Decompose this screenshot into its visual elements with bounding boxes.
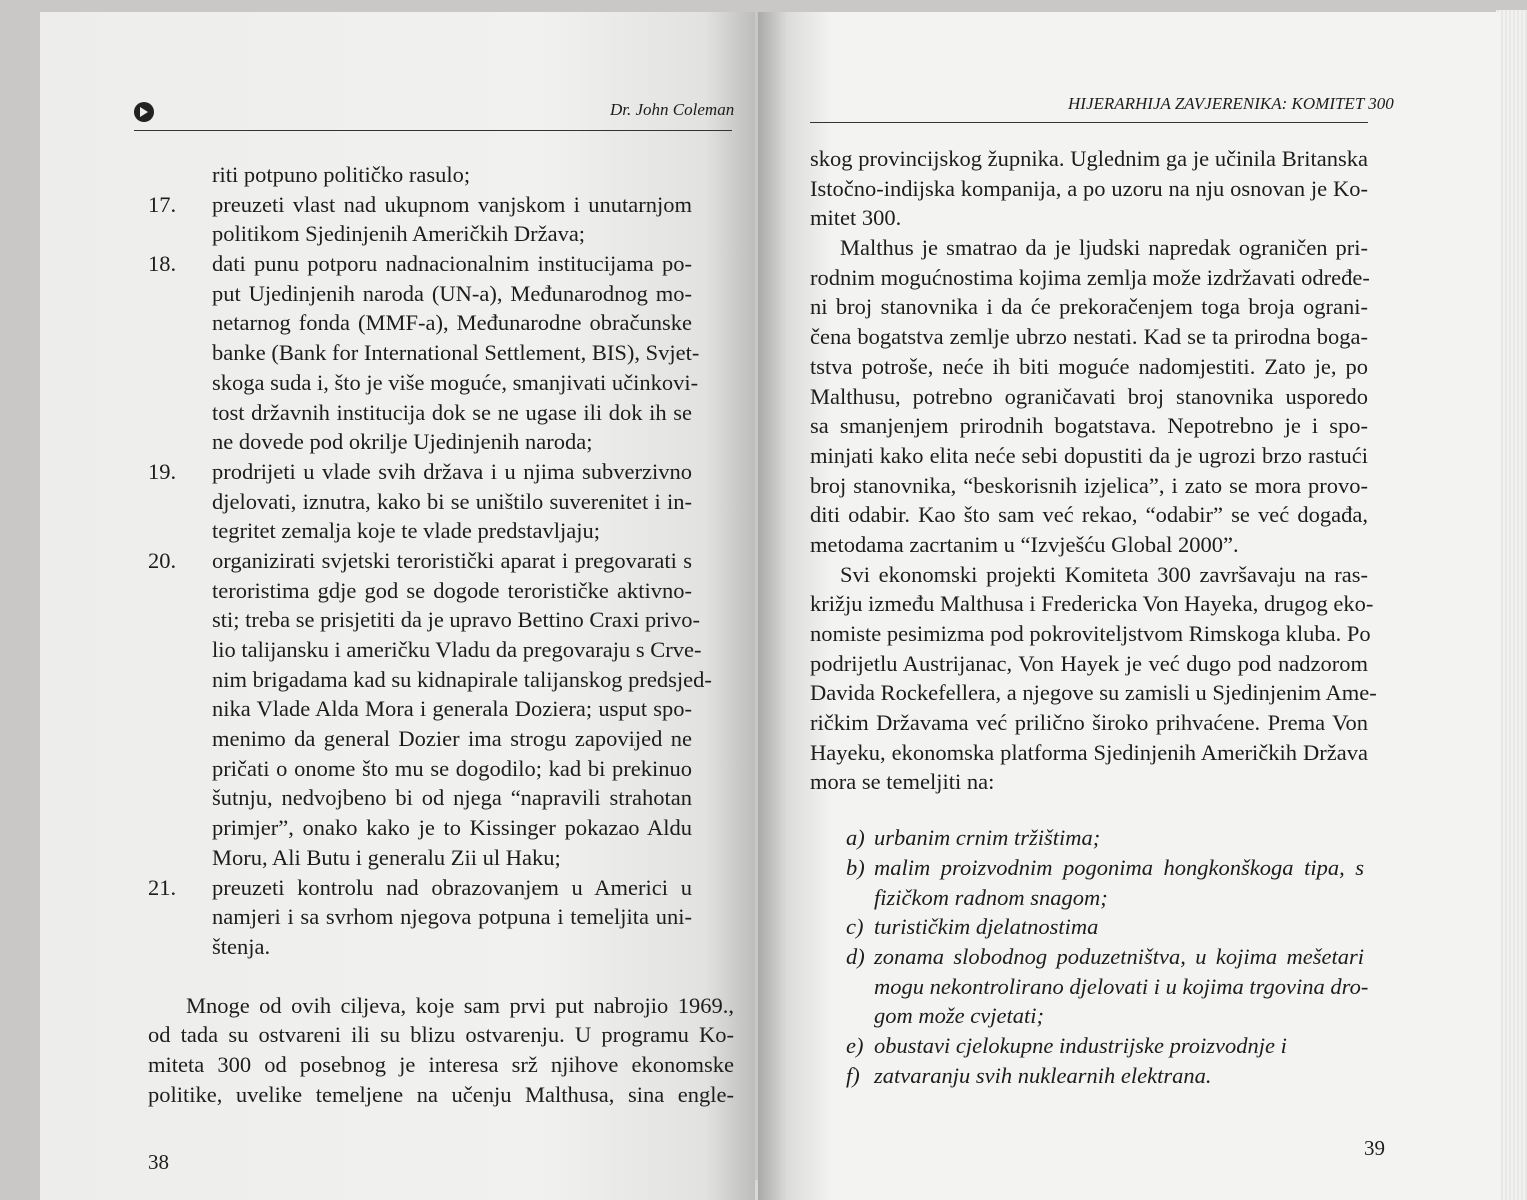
item-line: lio talijansku i američku Vladu da pregovaraju s Crve- bbox=[212, 637, 702, 662]
item-number: 19. bbox=[148, 458, 177, 484]
item-line: nim brigadama kad su kidnapirale talijanskog predsjed- bbox=[212, 666, 712, 692]
continued-line: riti potpuno političko rasulo; bbox=[212, 162, 471, 187]
item-line: turističkim djelatnostima bbox=[874, 914, 1099, 940]
item-line: sti; treba se prisjetiti da je upravo Bettino Craxi privo- bbox=[212, 607, 701, 633]
publisher-logo-icon bbox=[134, 102, 154, 122]
paragraph-line: ričkim Državama već prilično široko prihvaćene. Prema Von bbox=[810, 710, 1368, 736]
page-number-left: 38 bbox=[148, 1150, 169, 1174]
header-rule bbox=[810, 122, 1368, 123]
paragraph-line: mora se temeljiti na: bbox=[810, 769, 995, 795]
item-number: 18. bbox=[148, 251, 177, 277]
item-line: zonama slobodnog poduzetništva, u kojima mešetari bbox=[874, 943, 1364, 969]
list-item bbox=[148, 249, 734, 457]
list-item bbox=[148, 190, 734, 249]
paragraph-line: tstva potroše, neće ih biti moguće nadomjestiti. Zato je, po bbox=[810, 353, 1368, 379]
header-rule bbox=[134, 130, 732, 131]
item-line: gom može cvjetati; bbox=[874, 1003, 1044, 1029]
paragraph-line: Mnoge od ovih ciljeva, koje sam prvi put nabrojio 1969., bbox=[186, 992, 734, 1018]
paragraph-line: miteta 300 od posebnog je interesa srž njihove ekonomske bbox=[148, 1051, 734, 1077]
list-item bbox=[810, 823, 1368, 853]
paragraph-line: križju između Malthusa i Fredericka Von Hayeka, drugog eko- bbox=[810, 591, 1374, 617]
item-line: tost državnih institucija dok se ne ugase ili dok ih se bbox=[212, 399, 692, 425]
page-number-right: 39 bbox=[1364, 1136, 1385, 1160]
paragraph-line: politike, uvelike temeljene na učenju Malthusa, sina engle- bbox=[148, 1081, 734, 1107]
right-paragraphs bbox=[810, 144, 1377, 797]
item-line: put Ujedinjenih naroda (UN-a), Međunarodnog mo- bbox=[212, 280, 692, 306]
list-item bbox=[810, 1031, 1368, 1061]
paragraph-line: Istočno-indijska kompanija, a po uzoru na nju osnovan je Ko- bbox=[810, 175, 1368, 201]
list-item bbox=[148, 546, 734, 873]
item-line: primjer”, onako kako je to Kissinger pokazao Aldu bbox=[212, 815, 692, 841]
list-item bbox=[810, 912, 1368, 942]
paragraph-line: mitet 300. bbox=[810, 205, 902, 231]
paragraph-line: Davida Rockefellera, a njegove su zamisli u Sjedinjenim Ame- bbox=[810, 680, 1377, 706]
paragraph-line: od tada su ostvareni ili su blizu ostvarenju. U programu Ko- bbox=[148, 1022, 734, 1048]
right-body bbox=[810, 144, 1377, 1090]
item-line: tegritet zemalja koje te vlade predstavljaju; bbox=[212, 518, 600, 544]
list-item bbox=[810, 1061, 1368, 1091]
item-line: organizirati svjetski teroristički aparat i pregovarati s bbox=[212, 547, 692, 573]
item-number: 21. bbox=[148, 874, 177, 900]
item-line: prodrijeti u vlade svih država i u njima subverzivno bbox=[212, 458, 692, 484]
item-line: obustavi cjelokupne industrijske proizvodnje i bbox=[874, 1032, 1287, 1058]
numbered-list bbox=[148, 190, 734, 962]
item-letter: d) bbox=[846, 943, 865, 969]
item-line: mogu nekontrolirano djelovati i u kojima trgovina dro- bbox=[874, 973, 1369, 999]
item-line: menimo da general Dozier ima strogu zapovijed ne bbox=[212, 726, 692, 752]
item-line: politikom Sjedinjenih Američkih Država; bbox=[212, 221, 586, 247]
paragraph-line: diti odabir. Kao što sam već rekao, “odabir” se već događa, bbox=[810, 502, 1368, 528]
item-line: djelovati, iznutra, kako bi se uništilo suverenitet i in- bbox=[212, 488, 692, 514]
paragraph-line: minjati kako elita neće sebi dopustiti da je ugrozi brzo rastući bbox=[810, 442, 1368, 468]
item-line: namjeri i sa svrhom njegova potpuna i temeljita uni- bbox=[212, 904, 692, 930]
item-letter: f) bbox=[846, 1062, 860, 1088]
item-line: urbanim crnim tržištima; bbox=[874, 825, 1101, 851]
item-line: preuzeti vlast nad ukupnom vanjskom i unutarnjom bbox=[212, 191, 692, 217]
paragraph-line: sa smanjenjem prirodnih bogatstava. Nepotrebno je i spo- bbox=[810, 413, 1368, 439]
item-letter: c) bbox=[846, 914, 864, 940]
lettered-list bbox=[810, 823, 1368, 1090]
paragraph-line: podrijetlu Austrijanac, Von Hayek je već dugo pod nadzorom bbox=[810, 650, 1368, 676]
list-item bbox=[148, 457, 734, 546]
paragraph-line: Hayeku, ekonomska platforma Sjedinjenih Američkih Država bbox=[810, 739, 1368, 765]
right-running-header: HIJERARHIJA ZAVJERENIKA: KOMITET 300 bbox=[1068, 94, 1394, 113]
paragraph-line: čena bogatstva zemlje ubrzo nestati. Kad se ta prirodna boga- bbox=[810, 324, 1368, 350]
left-page bbox=[40, 12, 755, 1200]
left-paragraph bbox=[148, 991, 734, 1110]
item-line: štenja. bbox=[212, 933, 271, 959]
item-line: Moru, Ali Butu i generalu Zii ul Haku; bbox=[212, 844, 561, 870]
item-line: skoga suda i, što je više moguće, smanjivati učinkovi- bbox=[212, 369, 699, 395]
item-number: 20. bbox=[148, 547, 177, 573]
item-line: banke (Bank for International Settlement, BIS), Svjet- bbox=[212, 340, 700, 366]
list-item bbox=[148, 873, 734, 962]
paragraph-line: nomiste pesimizma pod pokroviteljstvom Rimskoga kluba. Po bbox=[810, 621, 1371, 646]
item-line: nika Vlade Alda Mora i generala Doziera; usput spo- bbox=[212, 696, 692, 722]
left-running-header: Dr. John Coleman bbox=[610, 100, 735, 119]
paragraph-line: metodama zacrtanim u “Izvješću Global 2000”. bbox=[810, 531, 1239, 557]
item-letter: b) bbox=[846, 854, 865, 880]
page-edges-right bbox=[1496, 10, 1527, 1200]
list-item bbox=[810, 942, 1368, 1031]
paragraph-line: rodnim mogućnostima kojima zemlja može izdržavati određe- bbox=[810, 264, 1370, 290]
list-item bbox=[810, 853, 1368, 912]
item-line: netarnog fonda (MMF-a), Međunarodne obračunske bbox=[212, 310, 692, 336]
item-line: dati punu potporu nadnacionalnim institucijama po- bbox=[212, 251, 692, 277]
paragraph-line: Malthusu, potrebno ograničavati broj stanovnika usporedo bbox=[810, 383, 1368, 409]
right-page bbox=[758, 12, 1500, 1200]
item-line: preuzeti kontrolu nad obrazovanjem u Americi u bbox=[212, 874, 692, 900]
item-letter: e) bbox=[846, 1032, 864, 1058]
item-line: pričati o onome što mu se dogodilo; kad bi prekinuo bbox=[212, 755, 692, 781]
item-line: teroristima gdje god se dogode terorističke aktivno- bbox=[212, 577, 692, 603]
item-number: 17. bbox=[148, 191, 177, 217]
paragraph-line: broj stanovnika, “beskorisnih izjelica”, i zato se mora provo- bbox=[810, 472, 1368, 498]
left-body bbox=[148, 160, 734, 1109]
paragraph-line: skog provincijskog župnika. Uglednim ga je učinila Britanska bbox=[810, 146, 1368, 171]
item-letter: a) bbox=[846, 825, 865, 851]
paragraph-line: Svi ekonomski projekti Komiteta 300 završavaju na ras- bbox=[840, 561, 1368, 587]
item-line: malim proizvodnim pogonima hongkonškoga tipa, s bbox=[874, 854, 1364, 880]
item-line: zatvaranju svih nuklearnih elektrana. bbox=[874, 1062, 1212, 1088]
item-line: fizičkom radnom snagom; bbox=[874, 884, 1108, 910]
paragraph-line: Malthus je smatrao da je ljudski napredak ograničen pri- bbox=[840, 235, 1368, 261]
item-line: šutnju, nedvojbeno bi od njega “napravili strahotan bbox=[212, 785, 692, 811]
paragraph-line: ni broj stanovnika i da će prekoračenjem toga broja ograni- bbox=[810, 294, 1368, 320]
item-line: ne dovede pod okrilje Ujedinjenih naroda; bbox=[212, 429, 593, 455]
